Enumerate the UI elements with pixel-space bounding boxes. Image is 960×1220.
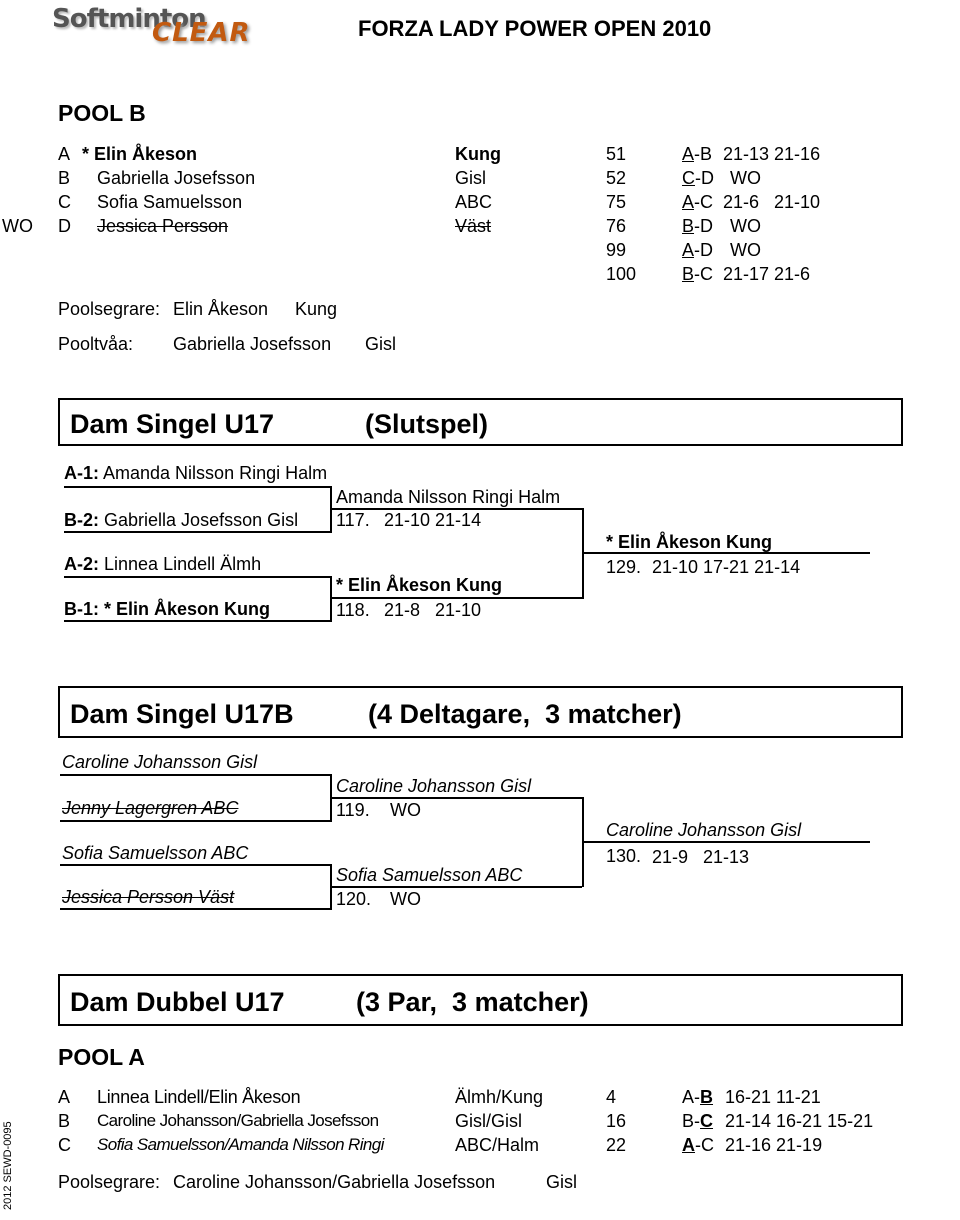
match-score: WO [390, 800, 421, 820]
player-club: Väst [455, 216, 492, 236]
match-score: 21-10 17-21 21-14 [652, 557, 801, 577]
bracket-player: Jessica Persson Väst [62, 887, 235, 907]
seed-code: B-2: [64, 510, 99, 530]
seed-name: Gabriella Josefsson Gisl [104, 510, 299, 530]
match-number: 117. [336, 510, 370, 530]
semi-winner: Caroline Johansson Gisl [336, 776, 532, 796]
bracket-line [330, 774, 332, 822]
seed-row [64, 462, 327, 484]
match-player-2: C [701, 1135, 714, 1155]
match-player-2: D [701, 168, 714, 188]
match-player-2: C [700, 1111, 714, 1131]
player-letter: C [58, 192, 71, 212]
pool-second-club: Gisl [365, 334, 396, 354]
bracket-line [60, 908, 330, 910]
match-player-1: A [682, 192, 695, 212]
match-player-2: D [700, 240, 714, 260]
bracket-line [64, 576, 330, 578]
pair-clubs: ABC/Halm [455, 1135, 540, 1155]
seed-name: Linnea Lindell Älmh [104, 554, 262, 574]
match-number: 4 [606, 1087, 617, 1107]
bracket-line [582, 552, 870, 554]
pool-winner-name: Elin Åkeson [173, 299, 269, 319]
final-winner: * Elin Åkeson Kung [606, 532, 773, 552]
walkover-marker: WO [2, 216, 33, 236]
logo-softminton-text: Softminton [52, 4, 206, 34]
pair-names: Caroline Johansson/Gabriella Josefsson [97, 1111, 379, 1130]
dubbel-u17-title: Dam Dubbel U17 [70, 987, 285, 1017]
pool-winner-label: Poolsegrare: [58, 299, 161, 319]
match-player-2: C [700, 192, 714, 212]
pair-clubs: Gisl/Gisl [455, 1111, 522, 1131]
seed-code: B-1: [64, 599, 99, 619]
pool-second-name: Gabriella Josefsson [173, 334, 332, 354]
pool-second-label: Pooltvåa: [58, 334, 134, 354]
match-player-1: B [682, 216, 695, 236]
seed-name: Amanda Nilsson Ringi Halm [103, 463, 328, 483]
player-club: ABC [455, 192, 493, 212]
match-score: 21-16 21-19 [725, 1135, 823, 1155]
bracket-line [64, 531, 330, 533]
player-name: * Elin Åkeson [82, 144, 198, 164]
bracket-player: Caroline Johansson Gisl [62, 752, 258, 772]
match-player-2: B [700, 144, 713, 164]
seed-code: A-2: [64, 554, 99, 574]
semi-winner: Sofia Samuelsson ABC [336, 865, 523, 885]
pair-letter: B [58, 1111, 71, 1131]
logo-clear-text: CLEAR [152, 18, 251, 48]
final-winner: Caroline Johansson Gisl [606, 820, 802, 840]
softminton-clear-logo [40, 4, 280, 46]
match-player-1: A [682, 240, 695, 260]
pool-b-title: POOL B [58, 100, 146, 126]
match-player-1: A [682, 1087, 695, 1107]
player-letter: A [58, 144, 71, 164]
bracket-line [60, 774, 330, 776]
match-score: 21-8 21-10 [384, 600, 482, 620]
match-number: 22 [606, 1135, 627, 1155]
match-number: 120. [336, 889, 372, 909]
document-code-vertical: 2012 SEWD-0095 [2, 1121, 14, 1210]
bracket-line [330, 486, 332, 533]
match-score: 21-6 21-10 [723, 192, 821, 212]
match-player-2: C [700, 264, 714, 284]
bracket-line [582, 841, 870, 843]
match-player-2: B [700, 1087, 714, 1107]
match-score: 16-21 11-21 [725, 1087, 821, 1107]
semi-winner: * Elin Åkeson Kung [336, 575, 503, 595]
bracket-player: Jenny Lagergren ABC [62, 798, 239, 818]
bracket-line [330, 576, 332, 622]
semi-winner: Amanda Nilsson Ringi Halm [336, 487, 561, 507]
bracket-line [330, 864, 332, 910]
match-number: 130. [606, 846, 642, 866]
match-number: 52 [606, 168, 627, 188]
match-number: 118. [336, 600, 370, 620]
player-letter: D [58, 216, 71, 236]
match-number: 100 [606, 264, 637, 284]
match-number: 75 [606, 192, 627, 212]
singel-u17-subtitle: (Slutspel) [365, 409, 489, 439]
pair-names: Sofia Samuelsson/Amanda Nilsson Ringi [97, 1135, 384, 1154]
match-number: 129. [606, 557, 642, 577]
dubbel-u17-subtitle: (3 Par, 3 matcher) [356, 987, 589, 1017]
match-score: 21-17 21-6 [723, 264, 811, 284]
pair-clubs: Älmh/Kung [455, 1087, 544, 1107]
seed-code: A-1: [64, 463, 99, 483]
singel-u17b-title: Dam Singel U17B [70, 699, 294, 729]
pool-winner-name: Caroline Johansson/Gabriella Josefsson [173, 1172, 496, 1192]
match-score: 21-10 21-14 [384, 510, 482, 530]
player-club: Kung [455, 144, 501, 164]
match-number: 16 [606, 1111, 627, 1131]
bracket-line [64, 486, 330, 488]
pair-letter: A [58, 1087, 71, 1107]
player-name: Gabriella Josefsson [97, 168, 256, 188]
match-score: WO [390, 889, 421, 909]
tournament-title: FORZA LADY POWER OPEN 2010 [358, 16, 712, 41]
match-player-1: A [682, 1135, 695, 1155]
player-name: Jessica Persson [97, 216, 229, 236]
bracket-line [64, 620, 330, 622]
bracket-line [60, 864, 330, 866]
match-number: 99 [606, 240, 627, 260]
match-player-2: D [700, 216, 714, 236]
singel-u17b-subtitle: (4 Deltagare, 3 matcher) [368, 699, 682, 729]
match-score: 21-13 21-16 [723, 144, 821, 164]
pair-names: Linnea Lindell/Elin Åkeson [97, 1087, 301, 1107]
bracket-player: Sofia Samuelsson ABC [62, 843, 249, 863]
seed-row [64, 598, 270, 620]
player-name: Sofia Samuelsson [97, 192, 243, 212]
match-player-1: A [682, 144, 695, 164]
match-player-1: C [682, 168, 695, 188]
match-player-1: B [682, 264, 695, 284]
match-score: 21-14 16-21 15-21 [725, 1111, 874, 1131]
match-number: 51 [606, 144, 627, 164]
seed-row [64, 509, 298, 531]
player-letter: B [58, 168, 71, 188]
match-number: 119. [336, 800, 370, 820]
match-number: 76 [606, 216, 627, 236]
seed-name: * Elin Åkeson Kung [104, 599, 271, 619]
match-score: 21-9 21-13 [652, 847, 750, 867]
bracket-line [60, 820, 330, 822]
match-score: WO [730, 168, 761, 188]
pool-winner-club: Kung [295, 299, 338, 319]
match-player-1: B [682, 1111, 695, 1131]
match-score: WO [730, 240, 761, 260]
singel-u17-title: Dam Singel U17 [70, 409, 275, 439]
seed-row [64, 553, 261, 575]
player-club: Gisl [455, 168, 486, 188]
pair-letter: C [58, 1135, 71, 1155]
pool-a-title: POOL A [58, 1044, 145, 1070]
pool-winner-club: Gisl [546, 1172, 577, 1192]
match-score: WO [730, 216, 761, 236]
pool-winner-label: Poolsegrare: [58, 1172, 161, 1192]
